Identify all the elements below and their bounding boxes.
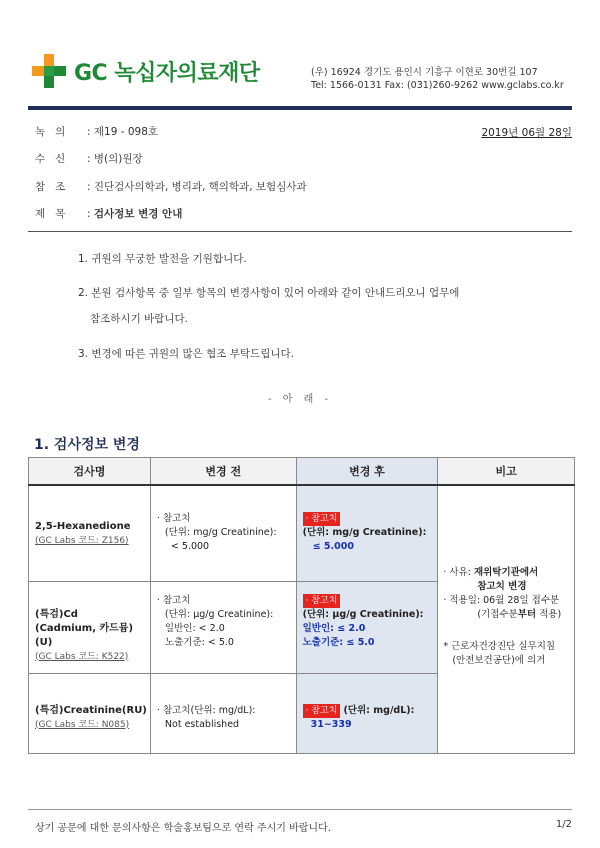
subject-row bbox=[35, 206, 182, 221]
test-code: (GC Labs 코드: N085) bbox=[35, 719, 130, 730]
doc-number-row bbox=[35, 124, 158, 139]
footer-rule bbox=[28, 809, 572, 810]
after-cell bbox=[296, 581, 438, 673]
header-test-name: 검사명 bbox=[29, 458, 151, 486]
cc-value: : 진단검사의학과, 병리과, 핵의학과, 보험심사과 bbox=[87, 181, 307, 193]
header-remark: 비고 bbox=[438, 458, 575, 486]
cc-row bbox=[35, 179, 307, 194]
before-value-1: 일반인: < 2.0 bbox=[164, 622, 225, 634]
remark-note-1: * 근로자건강진단 실무지침 bbox=[443, 641, 556, 652]
before-label: · 참고치 bbox=[156, 594, 191, 606]
after-unit: (단위: mg/g Creatinine): bbox=[302, 527, 427, 538]
test-name-cell bbox=[29, 485, 151, 581]
remark-apply: · 적용일: 06월 28일 접수분 bbox=[443, 595, 560, 606]
subject-label: 제목 bbox=[35, 208, 76, 220]
address-line: (우) 16924 경기도 용인시 기흥구 이현로 30번길 107 bbox=[311, 67, 538, 78]
after-unit: (단위: mg/dL): bbox=[343, 704, 415, 716]
before-value: Not established bbox=[164, 718, 240, 730]
before-cell bbox=[150, 673, 296, 753]
after-unit: (단위: μg/g Creatinine): bbox=[302, 608, 424, 620]
test-name: 2,5-Hexanedione bbox=[35, 521, 131, 532]
before-label: · 참고치 bbox=[156, 513, 191, 524]
test-name-2: (Cadmium, 카드뮴)(U) bbox=[35, 622, 134, 648]
footer-text: 상기 공문에 대한 문의사항은 학술홍보팀으로 연락 주시기 바랍니다. bbox=[35, 823, 331, 834]
header-after: 변경 후 bbox=[296, 458, 438, 486]
gc-cross-logo-icon bbox=[30, 52, 68, 90]
before-label: · 참고치(단위: mg/dL): bbox=[156, 704, 256, 716]
after-label-tag: · 참고치 bbox=[303, 512, 341, 526]
paragraph-2b: 참조하시기 바랍니다. bbox=[90, 313, 188, 325]
test-name-cell bbox=[29, 581, 151, 673]
test-code: (GC Labs 코드: Z156) bbox=[35, 536, 129, 546]
recipient-value: : 병(의)원장 bbox=[87, 153, 143, 165]
remark-apply-2-pre: (기접수분 bbox=[477, 609, 518, 620]
meta-divider bbox=[28, 231, 572, 232]
after-value-2: 노출기준: ≤ 5.0 bbox=[302, 636, 375, 648]
doc-date: 2019년 06월 28일 bbox=[481, 127, 572, 139]
subject-prefix: : bbox=[87, 208, 94, 220]
recipient-label: 수신 bbox=[35, 153, 76, 165]
section-title: 1. 검사정보 변경 bbox=[34, 437, 140, 453]
test-name-cell bbox=[29, 673, 151, 753]
after-cell bbox=[296, 673, 438, 753]
remark-apply-2-bold: 부터 bbox=[517, 609, 537, 620]
after-value: 31~339 bbox=[310, 718, 352, 730]
test-code: (GC Labs 코드: K522) bbox=[35, 651, 129, 662]
test-info-table bbox=[28, 457, 575, 754]
paragraph-1: 1. 귀원의 무궁한 발전을 기원합니다. bbox=[78, 253, 247, 265]
after-value-1: 일반인: ≤ 2.0 bbox=[302, 622, 366, 634]
remark-reason-2: 참고치 변경 bbox=[477, 581, 527, 592]
before-cell bbox=[150, 485, 296, 581]
header-rule bbox=[28, 106, 572, 110]
remark-cell bbox=[438, 485, 575, 753]
doc-number-value: : 제19 - 098호 bbox=[87, 126, 159, 138]
remark-reason-1: 재위탁기관에서 bbox=[473, 567, 539, 578]
org-name-logo: GC 녹십자의료재단 bbox=[74, 61, 260, 86]
paragraph-2a: 2. 본원 검사항목 중 일부 항목의 변경사항이 있어 아래와 같이 안내드리오니 업무에 bbox=[78, 287, 460, 299]
page-number: 1/2 bbox=[555, 819, 572, 830]
table-header-row bbox=[29, 458, 575, 486]
before-value-2: 노출기준: < 5.0 bbox=[164, 636, 234, 648]
before-value: < 5.000 bbox=[170, 541, 210, 552]
cc-label: 참조 bbox=[35, 181, 76, 193]
test-name: (특검)Creatinine(RU) bbox=[35, 704, 147, 716]
below-heading: - 아 래 - bbox=[267, 394, 333, 405]
after-label-tag: · 참고치 bbox=[303, 704, 341, 718]
recipient-row bbox=[35, 151, 143, 166]
remark-reason-label: · 사유: bbox=[443, 567, 474, 578]
test-name: (특검)Cd bbox=[35, 608, 78, 620]
header-before: 변경 전 bbox=[150, 458, 296, 486]
doc-number-label: 녹의 bbox=[35, 126, 76, 138]
remark-apply-2-post: 적용) bbox=[536, 609, 562, 620]
after-label-tag: · 참고치 bbox=[303, 594, 341, 608]
after-value: ≤ 5.000 bbox=[312, 541, 354, 552]
before-unit: (단위: mg/g Creatinine): bbox=[164, 527, 277, 538]
before-cell bbox=[150, 581, 296, 673]
contact-line: Tel: 1566-0131 Fax: (031)260-9262 www.gclabs.co.kr bbox=[311, 80, 564, 91]
subject-value: 검사정보 변경 안내 bbox=[93, 208, 183, 220]
table-row bbox=[29, 485, 575, 581]
remark-note-2: (안전보건공단)에 의거 bbox=[452, 655, 546, 666]
before-unit: (단위: μg/g Creatinine): bbox=[164, 608, 274, 620]
after-cell bbox=[296, 485, 438, 581]
paragraph-3: 3. 변경에 따른 귀원의 많은 협조 부탁드립니다. bbox=[78, 348, 294, 360]
